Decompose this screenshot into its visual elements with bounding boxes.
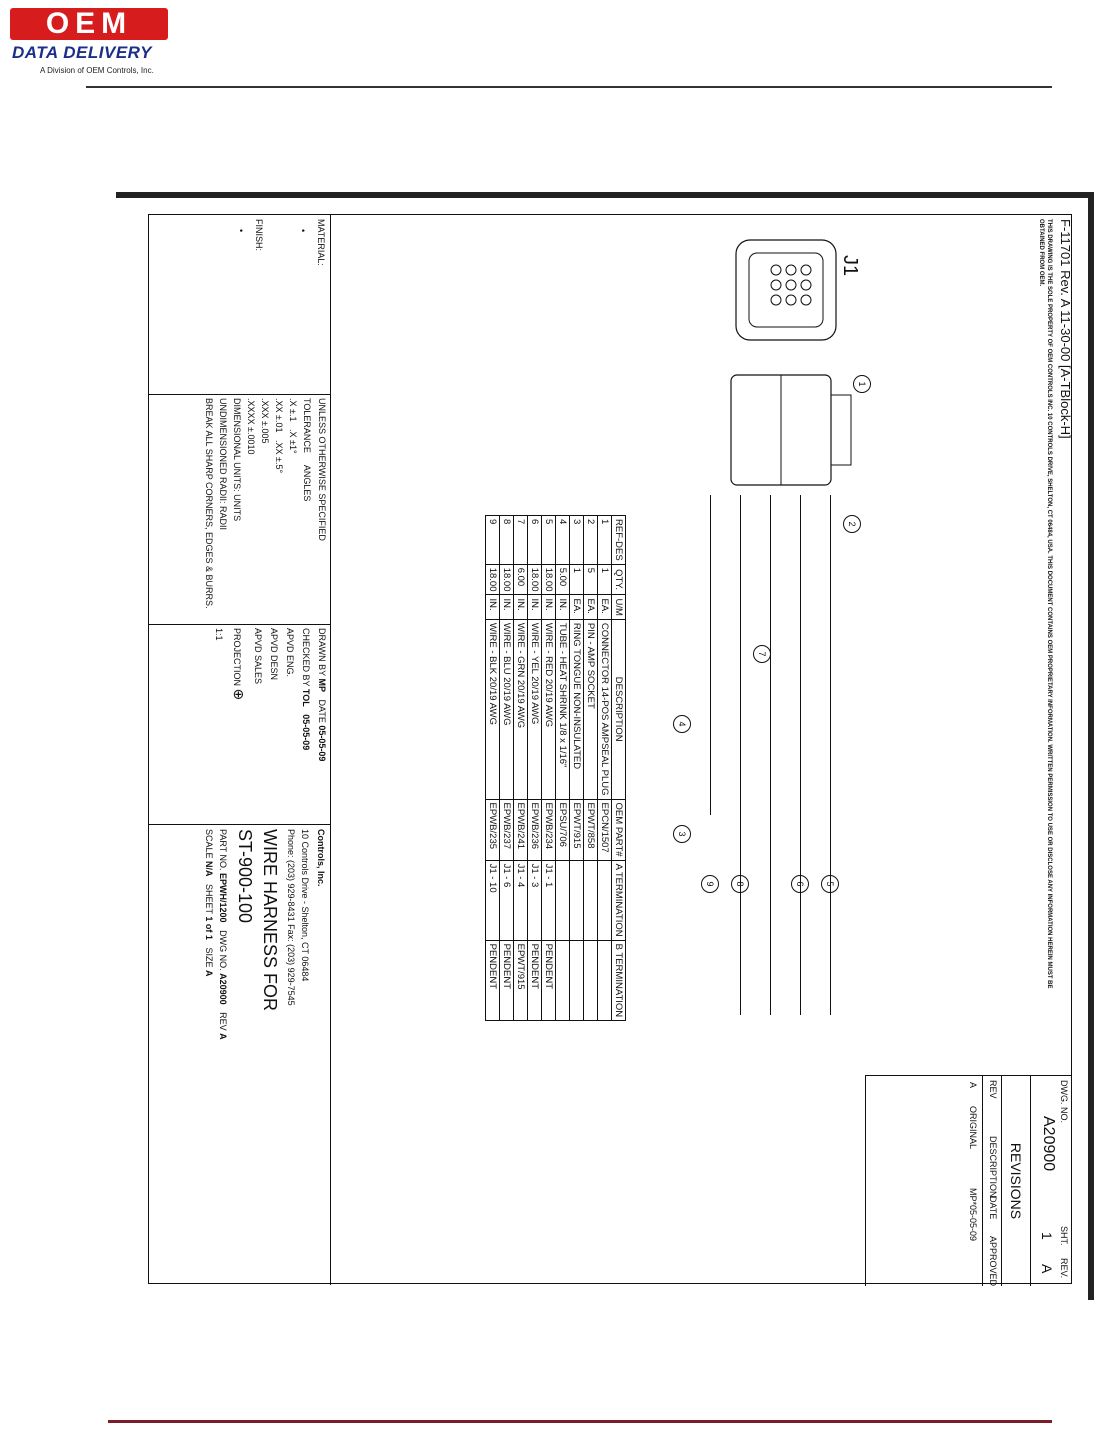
- bom-row: [584, 516, 598, 1021]
- bom-cell: [570, 860, 584, 940]
- bom-cell: EPCN/1507: [598, 799, 612, 860]
- bom-cell: WIRE - BLU 20/19 AWG: [500, 619, 514, 799]
- form-number: F-11701 Rev. A 11-30-00 [A-TBlock-H]: [1058, 219, 1073, 439]
- bom-cell: 8: [500, 516, 514, 565]
- bom-row: [514, 516, 528, 1021]
- bom-cell: 1: [570, 564, 584, 595]
- bom-cell: PIN - AMP SOCKET: [584, 619, 598, 799]
- proprietary-notice: THIS DRAWING IS THE SOLE PROPERTY OF OEM CONTROLS INC. 10 CONTROLS DRIVE, SHELTON, CT 06484, USA. THIS DOCUMENT CONTAINS OEM PROPRIETARY INFORMATION. WRITTEN PERMISSION TO USE OR DISCLOSE ANY INFORMATION HEREIN MUST BE OBTAINED FROM OEM.: [1038, 219, 1052, 989]
- callout-8: 8: [731, 875, 749, 893]
- bom-cell: [556, 860, 570, 940]
- bom-cell: EPWT/858: [584, 799, 598, 860]
- bom-row: [570, 516, 584, 1021]
- bom-cell: WIRE - BLK 20/19 AWG: [486, 619, 500, 799]
- logo-text: OEM: [10, 8, 168, 40]
- callout-1: 1: [853, 375, 871, 393]
- callout-7: 7: [753, 645, 771, 663]
- bom-cell: EA.: [570, 595, 584, 619]
- bom-cell: J1 - 10: [486, 860, 500, 940]
- drawing-title-1: WIRE HARNESS FOR: [260, 829, 280, 1012]
- connector-side-drawing: [701, 365, 861, 495]
- footer-rule: [108, 1420, 1052, 1423]
- bom-cell: WIRE - YEL 20/19 AWG: [528, 619, 542, 799]
- drawing-title-2: ST-900-100: [235, 829, 255, 924]
- bom-cell: EPWB/236: [528, 799, 542, 860]
- bom-cell: PENDENT: [528, 940, 542, 1021]
- revisions-block: DWG. NO. A20900 SHT. 1 REV. A REVISIONS REV DESCRIPTION DATE APPROVED A ORIGINAL MP*05-05-09: [865, 1075, 1071, 1286]
- brand-name: DATA DELIVERY: [12, 43, 152, 62]
- drawing-page: [116, 198, 1088, 1300]
- rotated-drawing: [116, 198, 1088, 1300]
- bom-cell: 6.00: [514, 564, 528, 595]
- bom-cell: 1: [598, 516, 612, 565]
- bom-cell: 2: [584, 516, 598, 565]
- revision-row: A ORIGINAL MP*05-05-09: [968, 1082, 978, 1242]
- bom-cell: EPWB/235: [486, 799, 500, 860]
- drawing-frame: [116, 192, 1094, 1300]
- bom-cell: 7: [514, 516, 528, 565]
- wire-line: [800, 495, 801, 1015]
- bom-cell: PENDENT: [542, 940, 556, 1021]
- revisions-title: REVISIONS: [1001, 1076, 1030, 1286]
- bom-row: [542, 516, 556, 1021]
- bom-cell: 5: [542, 516, 556, 565]
- bom-cell: EPSU/706: [556, 799, 570, 860]
- connector-label: J1: [839, 255, 861, 277]
- bom-cell: EPWT/915: [514, 940, 528, 1021]
- bom-cell: [584, 940, 598, 1021]
- bom-cell: J1 - 1: [542, 860, 556, 940]
- bom-cell: EPWB/234: [542, 799, 556, 860]
- bom-header-cell: REF-DES: [612, 516, 626, 565]
- bom-cell: EPWB/241: [514, 799, 528, 860]
- bom-cell: IN.: [514, 595, 528, 619]
- bom-cell: WIRE - GRN 20/19 AWG: [514, 619, 528, 799]
- wire-line: [710, 495, 711, 815]
- bom-header-cell: OEM PART#: [612, 799, 626, 860]
- bom-cell: 1: [598, 564, 612, 595]
- bom-cell: 9: [486, 516, 500, 565]
- bom-cell: IN.: [528, 595, 542, 619]
- bom-header-cell: B TERMINATION: [612, 940, 626, 1021]
- bom-cell: [556, 940, 570, 1021]
- division-text: A Division of OEM Controls, Inc.: [40, 66, 154, 75]
- bom-cell: IN.: [556, 595, 570, 619]
- callout-9: 9: [701, 875, 719, 893]
- rev-dwg-no: A20900: [1040, 1116, 1057, 1172]
- bill-of-materials: [485, 515, 626, 1021]
- bom-row: [500, 516, 514, 1021]
- bom-cell: 18.00: [542, 564, 556, 595]
- bom-cell: [598, 940, 612, 1021]
- bom-cell: EPWT/915: [570, 799, 584, 860]
- bom-cell: [570, 940, 584, 1021]
- bom-row: [486, 516, 500, 1021]
- bom-cell: 18.00: [528, 564, 542, 595]
- bom-cell: IN.: [500, 595, 514, 619]
- bom-cell: RING TONGUE NON-INSULATED: [570, 619, 584, 799]
- connector-face-drawing: [731, 235, 841, 345]
- wire-line: [830, 495, 831, 1015]
- bom-cell: 18.00: [500, 564, 514, 595]
- bom-cell: J1 - 4: [514, 860, 528, 940]
- bom-cell: 5: [584, 564, 598, 595]
- bom-cell: 4: [556, 516, 570, 565]
- bom-cell: [584, 860, 598, 940]
- bom-cell: CONNECTOR 14-POS AMPSEAL PLUG: [598, 619, 612, 799]
- wire-line: [740, 495, 741, 1015]
- bom-row: [598, 516, 612, 1021]
- bom-header-cell: A TERMINATION: [612, 860, 626, 940]
- bom-cell: J1 - 3: [528, 860, 542, 940]
- callout-4: 4: [673, 715, 691, 733]
- callout-3: 3: [673, 825, 691, 843]
- bom-cell: IN.: [542, 595, 556, 619]
- bom-cell: TUBE - HEAT SHRINK 1/8 x 1/16": [556, 619, 570, 799]
- callout-5: 5: [821, 875, 839, 893]
- bom-header-cell: DESCRIPTION: [612, 619, 626, 799]
- header-rule: [86, 86, 1052, 88]
- bom-header-cell: U/M: [612, 595, 626, 619]
- callout-2: 2: [843, 515, 861, 533]
- bom-cell: PENDENT: [486, 940, 500, 1021]
- bom-cell: [598, 860, 612, 940]
- bom-cell: J1 - 6: [500, 860, 514, 940]
- bom-header-cell: QTY.: [612, 564, 626, 595]
- oem-logo: [10, 8, 170, 78]
- bom-cell: EPWB/237: [500, 799, 514, 860]
- bom-cell: 6: [528, 516, 542, 565]
- bom-row: [528, 516, 542, 1021]
- title-block: MATERIAL: • FINISH: • UNLESS OTHERWISE SPECIFIED TOLERANCE ANGLES .X ±.1 .X ±1° .XX ±.01 .XX ±.5° .XXX ±.005 .XXXX ±.0010 DIMENSIONAL UNITS: UNITS UNDIMENSIONED RADII: RADII BREAK ALL SHARP CORNERS, EDGES & BURRS. DRAWN BY MP DATE 05-05-09 CHECKED BY TOL 05-05-09 APVD ENG. APVD DESN APVD SALES PROJECTION ⊕ 1:1 Controls, Inc. 10 Controls Drive - Shelton, CT 06484 Phone: (203) 929-8431 Fax: (203) 929-7545 WIRE HARNESS FOR ST-900-100 PART NO. EPWH/1200 DWG NO. A20900 REV A SCALE N/A SHEET 1 of 1 SIZE A: [148, 215, 331, 1285]
- bom-cell: 18.00: [486, 564, 500, 595]
- projection-symbol-icon: ⊕: [231, 688, 247, 701]
- wire-line: [770, 495, 771, 1015]
- callout-6: 6: [791, 875, 809, 893]
- bom-cell: 5.00: [556, 564, 570, 595]
- bom-cell: IN.: [486, 595, 500, 619]
- bom-cell: EA.: [584, 595, 598, 619]
- drawing-sheet: [148, 214, 1073, 1287]
- bom-cell: PENDENT: [500, 940, 514, 1021]
- bom-cell: 3: [570, 516, 584, 565]
- bom-cell: WIRE - RED 20/19 AWG: [542, 619, 556, 799]
- bom-row: [556, 516, 570, 1021]
- bom-cell: EA.: [598, 595, 612, 619]
